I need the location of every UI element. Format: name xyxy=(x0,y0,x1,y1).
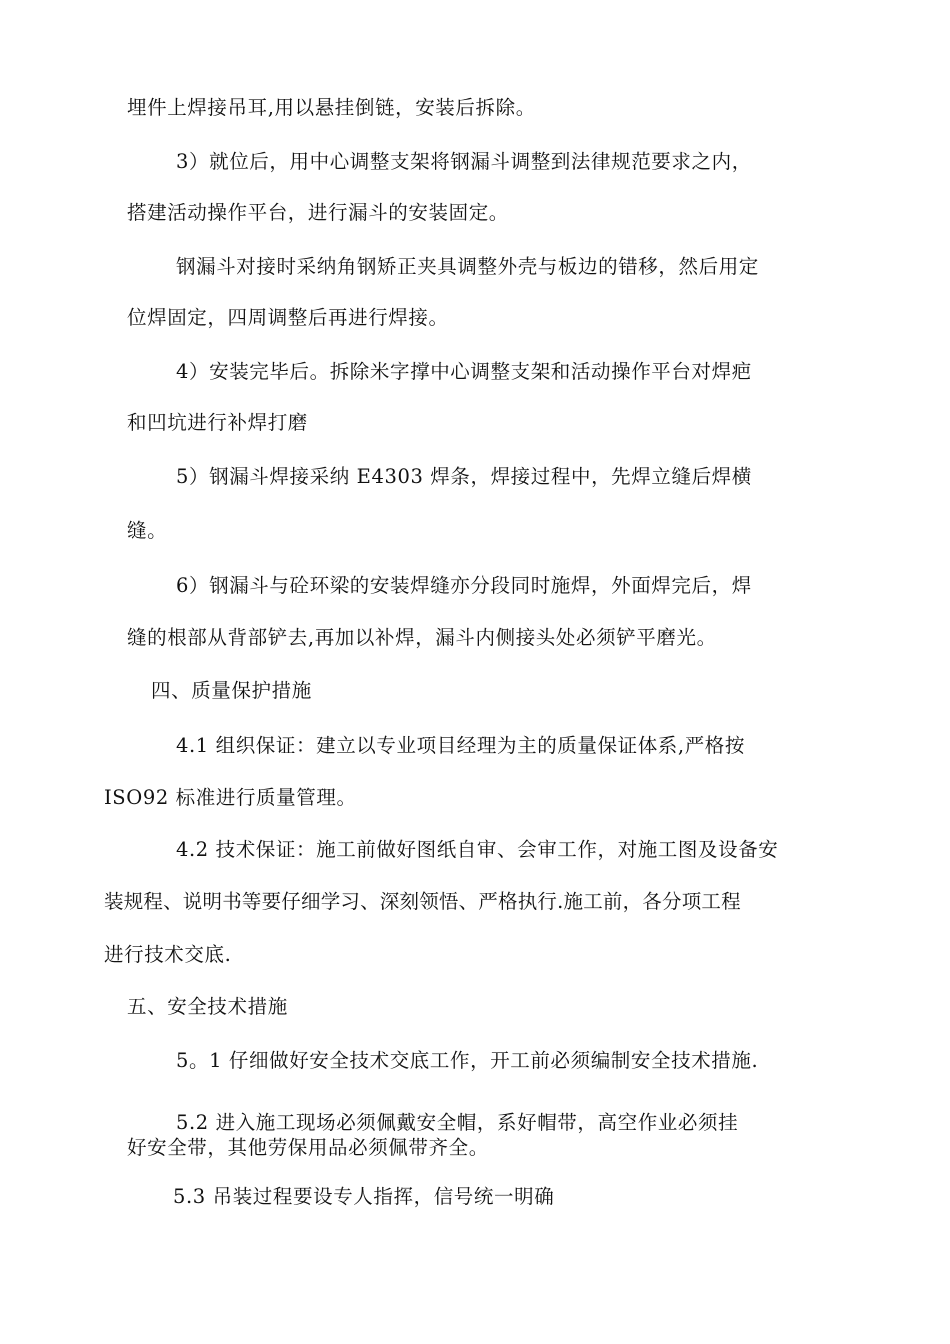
section-heading: 四、质量保护措施 xyxy=(151,679,312,702)
paragraph-line: 4.2 技术保证：施工前做好图纸自审、会审工作，对施工图及设备安 xyxy=(176,838,779,861)
paragraph-line: 钢漏斗对接时采纳角钢矫正夹具调整外壳与板边的错移，然后用定 xyxy=(176,255,759,278)
paragraph-line: 4.1 组织保证：建立以专业项目经理为主的质量保证体系,严格按 xyxy=(176,734,746,757)
paragraph-line: 5.2 进入施工现场必须佩戴安全帽，系好帽带，高空作业必须挂 xyxy=(176,1111,739,1134)
paragraph-line: 位焊固定，四周调整后再进行焊接。 xyxy=(127,306,449,329)
paragraph-line: 好安全带，其他劳保用品必须佩带齐全。 xyxy=(127,1136,489,1159)
paragraph-line: 5。1 仔细做好安全技术交底工作，开工前必须编制安全技术措施. xyxy=(176,1049,759,1072)
paragraph-line: 6）钢漏斗与砼环梁的安装焊缝亦分段同时施焊，外面焊完后，焊 xyxy=(176,574,752,597)
paragraph-line: 埋件上焊接吊耳,用以悬挂倒链，安装后拆除。 xyxy=(127,96,536,119)
paragraph-line: 搭建活动操作平台，进行漏斗的安装固定。 xyxy=(127,201,509,224)
paragraph-line: 缝。 xyxy=(127,519,168,542)
section-heading: 五、安全技术措施 xyxy=(127,995,288,1018)
paragraph-line: 进行技术交底. xyxy=(104,943,232,966)
paragraph-line: 5.3 吊装过程要设专人指挥，信号统一明确 xyxy=(173,1185,555,1208)
paragraph-line: 3）就位后，用中心调整支架将钢漏斗调整到法律规范要求之内， xyxy=(176,150,752,173)
paragraph-line: 缝的根部从背部铲去,再加以补焊，漏斗内侧接头处必须铲平磨光。 xyxy=(127,626,717,649)
paragraph-line: 和凹坑进行补焊打磨 xyxy=(127,411,308,434)
paragraph-line: 4）安装完毕后。拆除米字撑中心调整支架和活动操作平台对焊疤 xyxy=(176,360,752,383)
paragraph-line: ISO92 标准进行质量管理。 xyxy=(104,786,357,809)
paragraph-line: 5）钢漏斗焊接采纳 E4303 焊条，焊接过程中，先焊立缝后焊横 xyxy=(176,465,752,488)
paragraph-line: 装规程、说明书等要仔细学习、深刻领悟、严格执行.施工前，各分项工程 xyxy=(104,890,741,913)
